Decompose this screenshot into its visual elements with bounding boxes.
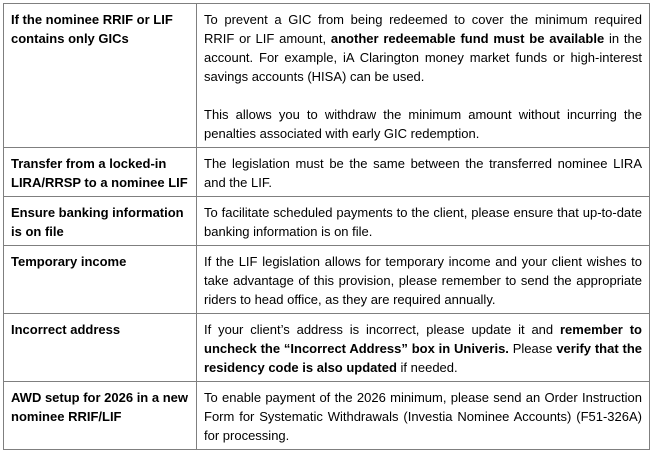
row-label: Ensure banking information is on file [4,197,197,246]
row-description [197,314,650,382]
text-run: To facilitate scheduled payments to the client, please ensure that up-to-date banking information is on file. [204,205,642,239]
row-label: AWD setup for 2026 in a new nominee RRIF/LIF [4,382,197,450]
description-paragraph [204,252,642,309]
table-row [4,148,650,197]
row-description [197,148,650,197]
row-label: If the nominee RRIF or LIF contains only GICs [4,4,197,148]
text-run: in the account. For example, iA Clarington money market funds or high-interest savings accounts (HISA) can be used. [204,31,642,84]
description-paragraph [204,10,642,86]
text-run-bold: another redeemable fund must be available [330,31,605,46]
row-description [197,197,650,246]
info-table [3,3,650,450]
text-run-bold: verify that the residency code is also updated [204,341,642,375]
table-row [4,382,650,450]
row-label: Incorrect address [4,314,197,382]
row-description [197,246,650,314]
description-paragraph [204,154,642,192]
text-run: If the LIF legislation allows for temporary income and your client wishes to take advantage of this provision, please remember to send the appropriate riders to head office, as they are required annually. [204,254,642,307]
text-run: If your client’s address is incorrect, please update it and [204,322,560,337]
table-row [4,314,650,382]
text-run: Please [508,341,557,356]
text-run: if needed. [396,360,458,375]
row-description [197,382,650,450]
row-label: Transfer from a locked-in LIRA/RRSP to a nominee LIF [4,148,197,197]
text-run: To prevent a GIC from being redeemed to cover the minimum required RRIF or LIF amount, [204,12,642,46]
text-run: To enable payment of the 2026 minimum, please send an Order Instruction Form for Systematic Withdrawals (Investia Nominee Accounts) (F51-326A) for processing. [204,390,642,443]
description-paragraph [204,105,642,143]
row-label: Temporary income [4,246,197,314]
table-row [4,197,650,246]
description-paragraph [204,388,642,445]
text-run: This allows you to withdraw the minimum amount without incurring the penalties associated with early GIC redemption. [204,107,642,141]
text-run: The legislation must be the same between the transferred nominee LIRA and the LIF. [204,156,642,190]
table-row [4,246,650,314]
description-paragraph [204,320,642,377]
row-description [197,4,650,148]
table-row [4,4,650,148]
text-run-bold: remember to uncheck the “Incorrect Address” box in Univeris. [204,322,642,356]
description-paragraph [204,203,642,241]
